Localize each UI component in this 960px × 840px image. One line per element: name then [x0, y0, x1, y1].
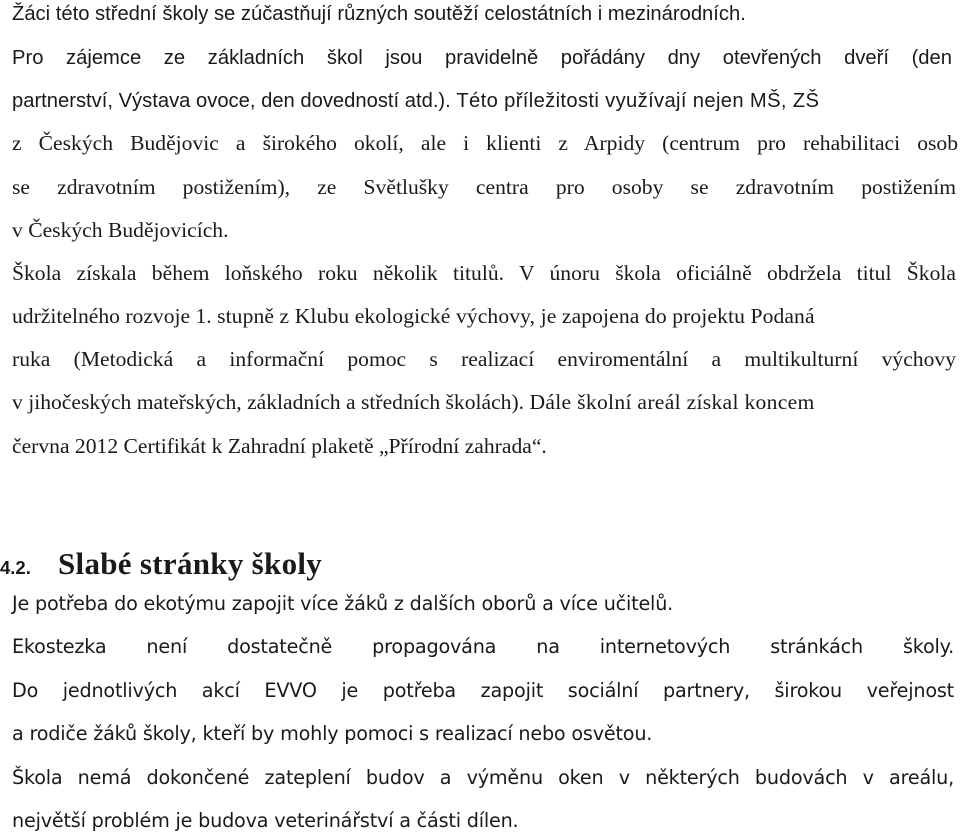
text-line: Škola získala během loňského roku několik titulů. V únoru škola oficiálně obdržela titul Škola	[12, 261, 956, 285]
text-line: Do jednotlivých akcí EVVO je potřeba zapojit sociální partnery, širokou veřejnost	[12, 679, 954, 702]
text-segment: partnerství, Výstava ovoce, den dovedností atd.).	[12, 90, 457, 112]
section-heading	[0, 546, 322, 582]
text-line: se zdravotním postižením), ze Světlušky centra pro osoby se zdravotním postižením	[12, 175, 956, 199]
text-segment: udržitelného rozvoje 1.	[12, 304, 218, 328]
text-segment: stupně z Klubu ekologické výchovy, je zapojena do projektu Podaná	[217, 304, 815, 328]
text-segment: Dále školní areál získal koncem	[529, 390, 815, 414]
text-line: června 2012 Certifikát k Zahradní plaketě „Přírodní zahrada“.	[12, 434, 547, 458]
text-line: Pro zájemce ze základních škol jsou pravidelně pořádány dny otevřených dveří (den	[12, 47, 952, 69]
text-line	[12, 91, 956, 111]
text-line	[12, 306, 956, 328]
text-segment: Této příležitosti využívají nejen MŠ, ZŠ	[456, 90, 820, 112]
text-line: Škola nemá dokončené zateplení budov a výměnu oken v některých budovách v areálu,	[12, 766, 954, 789]
text-line: v Českých Budějovicích.	[12, 218, 229, 242]
text-line: největší problém je budova veterinářství a části dílen.	[12, 809, 519, 832]
text-line: a rodiče žáků školy, kteří by mohly pomoci s realizací nebo osvětou.	[12, 722, 653, 745]
text-line: Žáci této střední školy se zúčastňují různých soutěží celostátních i mezinárodních.	[12, 3, 746, 25]
text-segment: v jihočeských mateřských, základních a středních školách).	[12, 390, 530, 414]
section-number: 4.2.	[0, 557, 31, 578]
text-line: Ekostezka není dostatečně propagována na internetových stránkách školy.	[12, 635, 954, 658]
section-title: Slabé stránky školy	[58, 546, 323, 581]
text-line: Je potřeba do ekotýmu zapojit více žáků z dalších oborů a více učitelů.	[12, 592, 674, 615]
text-line: ruka (Metodická a informační pomoc s realizací enviromentální a multikulturní výchovy	[12, 347, 956, 371]
text-line: z Českých Budějovic a širokého okolí, ale i klienti z Arpidy (centrum pro rehabilitaci osob	[12, 131, 958, 155]
text-line	[12, 392, 956, 414]
